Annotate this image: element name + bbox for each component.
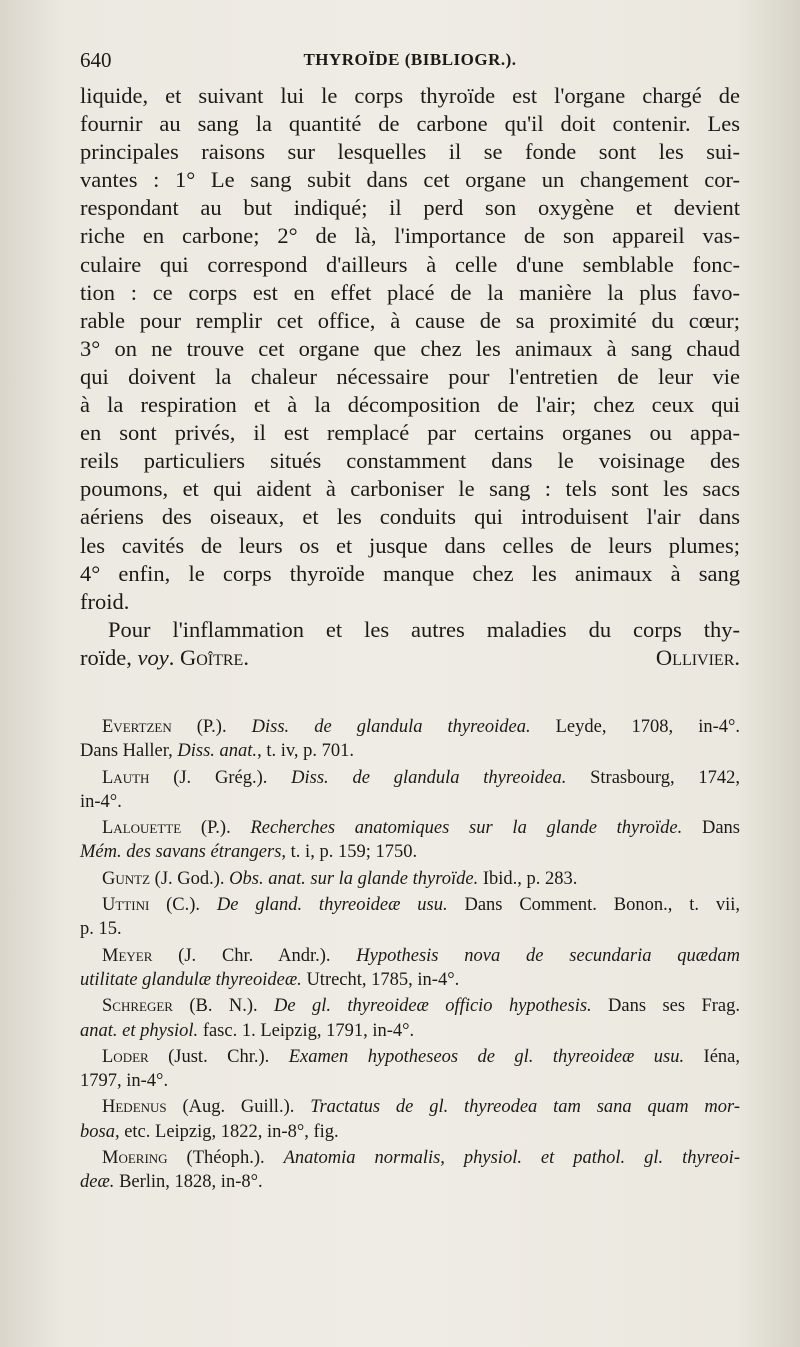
entry-line — [80, 944, 740, 968]
text-line: tion : ce corps est en effet placé de la manière la plus favo- — [80, 279, 740, 305]
entry-title: De gland. thyreoideæ usu. — [216, 895, 448, 916]
text-line: culaire qui correspond d'ailleurs à celle d'une semblable fonc- — [80, 251, 740, 277]
running-head: THYROÏDE (BIBLIOGR.). — [303, 50, 517, 69]
entry-details: , t. i, p. 159; 1750. — [281, 842, 418, 863]
cross-reference — [80, 644, 249, 672]
entry-author: Lauth — [102, 767, 150, 788]
entry-line — [80, 1045, 740, 1069]
entry-author: Schreger — [102, 996, 173, 1017]
entry-line — [80, 1069, 740, 1093]
entry-line — [80, 1170, 740, 1194]
entry-author: Hedenus — [102, 1097, 167, 1118]
entry-title: Tractatus de gl. thyreodea tam sana quam mor- — [310, 1097, 740, 1118]
entry-line — [80, 766, 740, 790]
entry-details: Dans — [682, 818, 740, 839]
entry-line — [80, 715, 740, 739]
entry-title: Diss. de glandula thyreoidea. — [291, 767, 567, 788]
entry-line — [80, 968, 740, 992]
entry-line — [80, 790, 740, 814]
bibliography-entry — [80, 1045, 740, 1094]
entry-initials: (B. N.). — [172, 996, 275, 1017]
text-line: 4° enfin, le corps thyroïde manque chez les animaux à sang — [80, 560, 740, 586]
text-line: Pour l'inflammation et les autres maladies du corps thy- — [108, 616, 740, 642]
text-line: 3° on ne trouve cet organe que chez les animaux à sang chaud — [80, 335, 740, 361]
text-line: rable pour remplir cet office, à cause de sa proximité du cœur; — [80, 307, 740, 333]
text-line: riche en carbone; 2° de là, l'importance de son appareil vas- — [80, 223, 740, 249]
entry-initials: (P.). — [181, 818, 251, 839]
text-line: en sont privés, il est remplacé par certains organes ou appa- — [80, 420, 740, 446]
text-line: à la respiration et à la décomposition de l'air; chez ceux qui — [80, 392, 740, 418]
entry-title: Obs. anat. sur la glande thyroïde. — [229, 868, 479, 889]
entry-details: Berlin, 1828, in-8°. — [114, 1172, 263, 1193]
entry-line — [80, 1146, 740, 1170]
entry-initials: (J. God.). — [150, 868, 230, 889]
entry-source: anat. et physiol. — [80, 1020, 199, 1041]
text-line: vantes : 1° Le sang subit dans cet organe un changement cor- — [80, 167, 740, 193]
bibliography-entry — [80, 1146, 740, 1195]
entry-line — [80, 840, 740, 864]
entry-line — [80, 739, 740, 763]
bibliography-entry — [80, 715, 740, 764]
entry-details: Utrecht, 1785, in-4°. — [301, 969, 460, 990]
entry-details: Ibid., p. 283. — [478, 868, 578, 889]
entry-details: Dans Comment. Bonon., t. vii, — [447, 895, 740, 916]
entry-title: Recherches anatomiques sur la glande thyroïde. — [250, 818, 683, 839]
entry-line — [80, 1095, 740, 1119]
entry-title: Anatomia normalis, physiol. et pathol. gl. thyreoi- — [283, 1148, 740, 1169]
entry-author: Lalouette — [102, 818, 182, 839]
text-line: reils particuliers situés constamment dans le voisinage des — [80, 448, 740, 474]
bibliography — [80, 715, 740, 1197]
author-signature: Ollivier. — [655, 644, 740, 670]
entry-author: Uttini — [102, 895, 150, 916]
entry-details: Dans Haller, — [80, 741, 178, 762]
paragraph-cross-reference — [80, 616, 740, 672]
entry-initials: (Just. Chr.). — [148, 1046, 289, 1067]
entry-title: Examen hypotheseos de gl. thyreoideæ usu. — [288, 1046, 685, 1067]
entry-source: Mém. des savans étrangers — [80, 842, 282, 863]
paragraph-continuation — [80, 82, 740, 616]
main-text — [80, 82, 740, 672]
entry-details: fasc. 1. Leipzig, 1791, in-4°. — [198, 1020, 415, 1041]
entry-details: Iéna, — [684, 1046, 741, 1067]
page-number: 640 — [80, 48, 112, 72]
bibliography-entry — [80, 994, 740, 1043]
entry-title: Diss. de glandula thyreoidea. — [251, 717, 531, 737]
entry-initials: (Théoph.). — [167, 1148, 284, 1169]
entry-title: De gl. thyreoideæ officio hypothesis. — [274, 996, 592, 1017]
text-fragment: roïde, — [80, 644, 138, 670]
entry-line — [80, 1120, 740, 1144]
entry-initials: (Aug. Guill.). — [166, 1097, 311, 1118]
text-line: fournir au sang la quantité de carbone qu'il doit contenir. Les — [80, 111, 740, 137]
entry-author: Guntz — [102, 868, 151, 889]
entry-details: , etc. Leipzig, 1822, in-8°, fig. — [114, 1121, 339, 1142]
text-line: aériens des oiseaux, et les conduits qui introduisent l'air dans — [80, 504, 740, 530]
entry-details: Leyde, 1708, in-4°. — [530, 717, 741, 737]
entry-title: Hypothesis nova de secundaria quædam — [356, 945, 741, 966]
entry-details: p. 15. — [80, 919, 122, 940]
entry-details: , t. iv, p. 701. — [257, 741, 355, 762]
entry-author: Moering — [102, 1148, 168, 1169]
entry-line — [80, 1019, 740, 1043]
entry-line — [80, 893, 740, 917]
entry-details: in-4°. — [80, 791, 122, 812]
entry-author: Evertzen — [102, 717, 172, 737]
text-line — [80, 644, 740, 672]
entry-line — [80, 816, 740, 840]
entry-initials: (J. Grég.). — [149, 767, 292, 788]
entry-title: utilitate glandulæ thyreoideæ. — [80, 969, 302, 990]
bibliography-entry — [80, 893, 740, 942]
entry-line — [80, 994, 740, 1018]
bibliography-entry — [80, 1095, 740, 1144]
voy-italic: voy — [137, 644, 169, 670]
bibliography-entry — [80, 944, 740, 993]
text-line: froid. — [80, 588, 130, 614]
entry-initials: (P.). — [171, 717, 252, 737]
page-header — [80, 48, 740, 80]
entry-title: bosa — [80, 1121, 115, 1142]
bibliography-entry — [80, 766, 740, 815]
text-line: les cavités de leurs os et jusque dans celles de leurs plumes; — [80, 532, 740, 558]
goitre-reference: . Goître. — [168, 644, 249, 670]
entry-line — [80, 867, 740, 891]
entry-initials: (J. Chr. Andr.). — [152, 945, 357, 966]
bibliography-entry — [80, 867, 740, 891]
entry-details: 1797, in-4°. — [80, 1071, 169, 1092]
text-line: qui doivent la chaleur nécessaire pour l'entretien de leur vie — [80, 363, 740, 389]
entry-title: deæ. — [80, 1172, 115, 1193]
entry-details: Strasbourg, 1742, — [566, 767, 740, 788]
text-line: principales raisons sur lesquelles il se fonde sont les sui- — [80, 139, 740, 165]
entry-source: Diss. anat. — [177, 741, 258, 762]
entry-line — [80, 917, 740, 941]
entry-author: Loder — [102, 1046, 149, 1067]
text-line: respondant au but indiqué; il perd son oxygène et devient — [80, 195, 740, 221]
text-line: liquide, et suivant lui le corps thyroïde est l'organe chargé de — [80, 83, 740, 108]
entry-details: Dans ses Frag. — [591, 996, 740, 1017]
text-line: poumons, et qui aident à carboniser le sang : tels sont les sacs — [80, 476, 740, 502]
bibliography-entry — [80, 816, 740, 865]
entry-author: Meyer — [102, 945, 153, 966]
entry-initials: (C.). — [149, 895, 217, 916]
